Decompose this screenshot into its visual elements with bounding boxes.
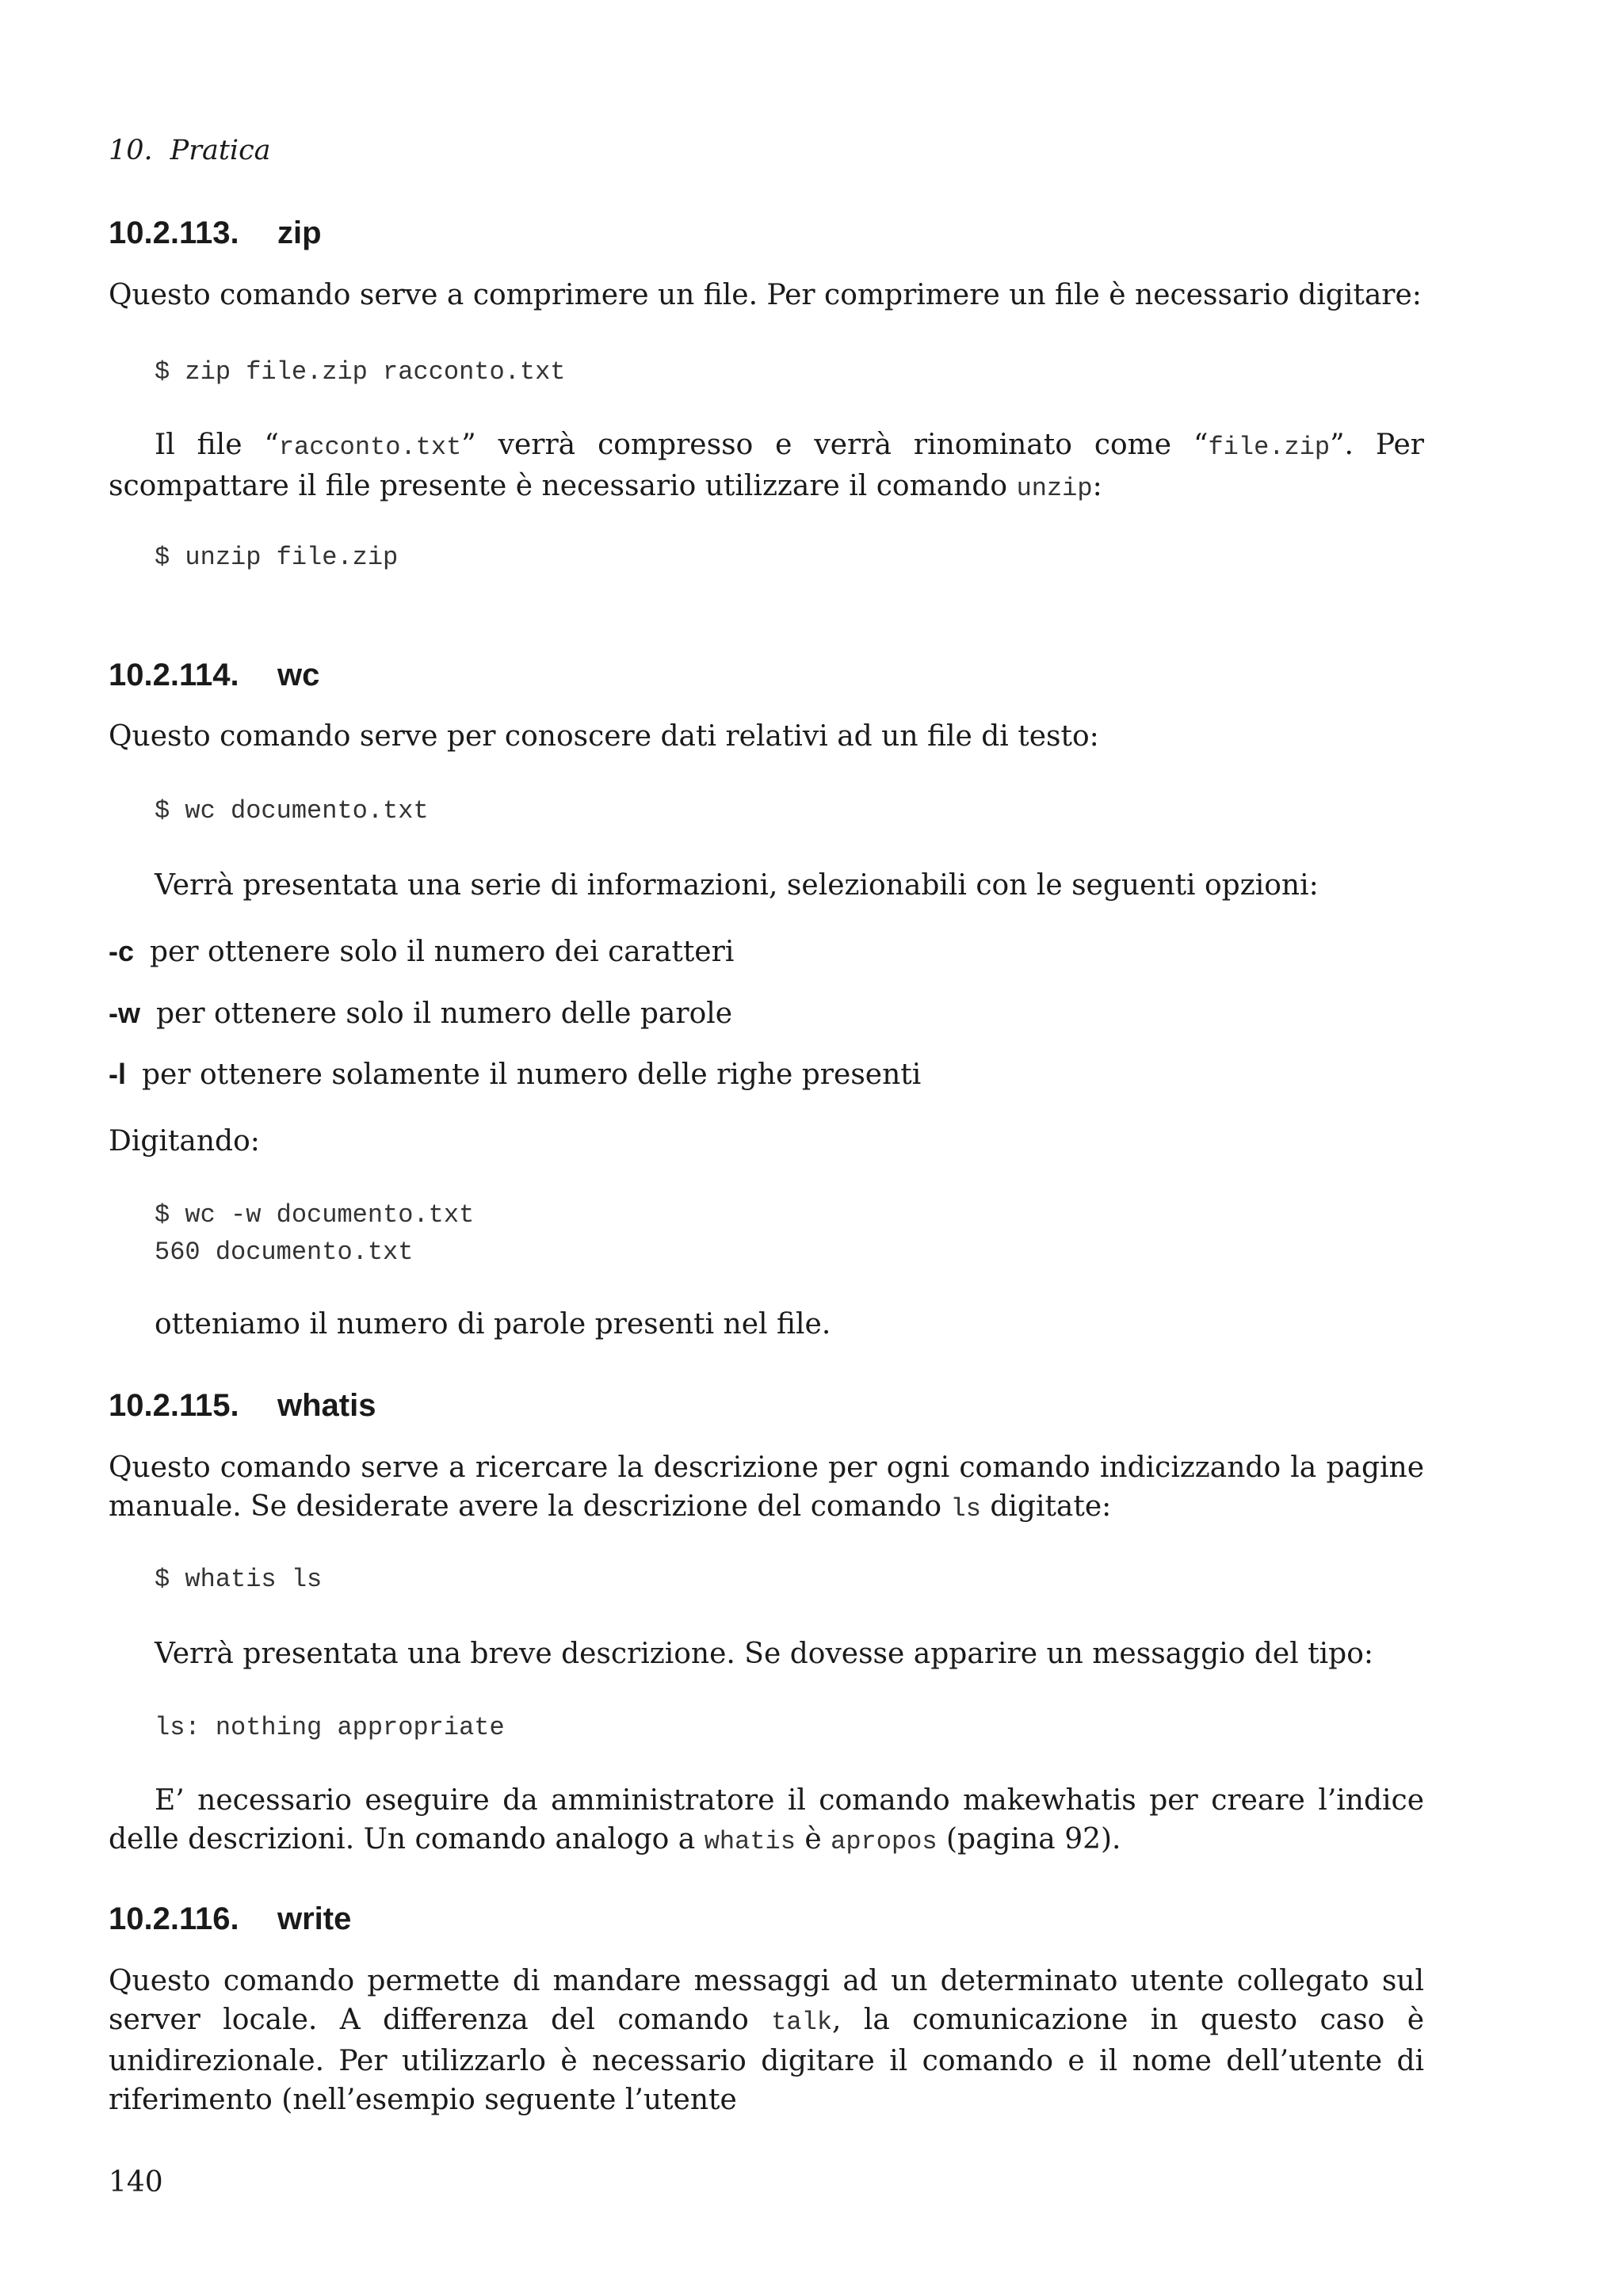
inline-code: talk <box>771 2008 833 2037</box>
inline-code: racconto.txt <box>278 433 462 462</box>
zip-explanation: Il file “racconto.txt” verrà compresso e verrà rinominato come “file.zip”. Per scompattare il file presente è necessario utilizzare il comando unzip: <box>109 429 1424 503</box>
whatis-message-example: ls: nothing appropriate <box>155 1713 505 1742</box>
section-number: 10.2.116. <box>109 1901 239 1936</box>
section-title: wc <box>277 658 320 692</box>
page-number: 140 <box>109 2166 163 2199</box>
zip-code-example: $ zip file.zip racconto.txt <box>155 357 566 387</box>
section-title: write <box>277 1901 352 1936</box>
option-description: per ottenere solo il numero dei caratteri <box>150 936 735 968</box>
write-intro: Questo comando permette di mandare messaggi ad un determinato utente collegato sul server locale. A differenza del comando talk, la comunicazione in questo caso è unidirezionale. Per utilizzarlo è necessario digitare il comando e il nome dell’utente di riferimento (nell’esempio seguente l’utente <box>109 1965 1425 2116</box>
section-title: zip <box>277 215 322 250</box>
chapter-number: 10. <box>109 135 153 166</box>
section-number: 10.2.113. <box>109 215 239 250</box>
inline-code: unzip <box>1016 474 1093 503</box>
wc-options-intro: Verrà presentata una serie di informazioni, selezionabili con le seguenti opzioni: <box>155 869 1319 902</box>
whatis-intro: Questo comando serve a ricercare la descrizione per ogni comando indicizzando la pagine manuale. Se desiderate avere la descrizione del comando ls digitate: <box>109 1451 1424 1524</box>
option-item <box>109 994 732 1033</box>
option-flag: -l <box>109 1058 126 1090</box>
wc-code-line-1: $ wc -w documento.txt <box>155 1200 475 1230</box>
wc-intro: Questo comando serve per conoscere dati relativi ad un file di testo: <box>109 720 1099 753</box>
wc-result-text: otteniamo il numero di parole presenti nel file. <box>155 1308 831 1341</box>
document-page <box>109 0 1424 2296</box>
option-item <box>109 1055 921 1094</box>
whatis-makewhatis-text: E’ necessario eseguire da amministratore il comando makewhatis per creare l’indice delle descrizioni. Un comando analogo a whatis è apropos (pagina 92). <box>109 1784 1424 1856</box>
inline-code: ls <box>950 1494 981 1524</box>
whatis-code-example: $ whatis ls <box>155 1565 323 1594</box>
inline-code: whatis <box>704 1827 796 1856</box>
option-flag: -c <box>109 935 135 967</box>
inline-code: apropos <box>831 1827 938 1856</box>
option-flag: -w <box>109 997 140 1029</box>
wc-code-line-2: 560 documento.txt <box>155 1238 414 1267</box>
zip-intro: Questo comando serve a comprimere un file. Per comprimere un file è necessario digitare: <box>109 279 1422 311</box>
running-head <box>109 135 271 166</box>
section-number: 10.2.114. <box>109 658 239 692</box>
option-description: per ottenere solo il numero delle parole <box>156 997 733 1030</box>
wc-code-example: $ wc documento.txt <box>155 796 429 826</box>
inline-code: file.zip <box>1208 433 1331 462</box>
whatis-description-text: Verrà presentata una breve descrizione. Se dovesse apparire un messaggio del tipo: <box>155 1638 1373 1670</box>
option-description: per ottenere solamente il numero delle righe presenti <box>142 1058 922 1091</box>
wc-typing-label: Digitando: <box>109 1125 260 1158</box>
chapter-title: Pratica <box>170 135 271 166</box>
section-title: whatis <box>277 1388 376 1423</box>
section-heading-wc <box>109 658 319 693</box>
section-heading-zip <box>109 215 322 251</box>
section-heading-write <box>109 1901 351 1937</box>
unzip-code-example: $ unzip file.zip <box>155 543 399 572</box>
option-item <box>109 932 734 971</box>
section-number: 10.2.115. <box>109 1388 239 1423</box>
section-heading-whatis <box>109 1388 376 1424</box>
